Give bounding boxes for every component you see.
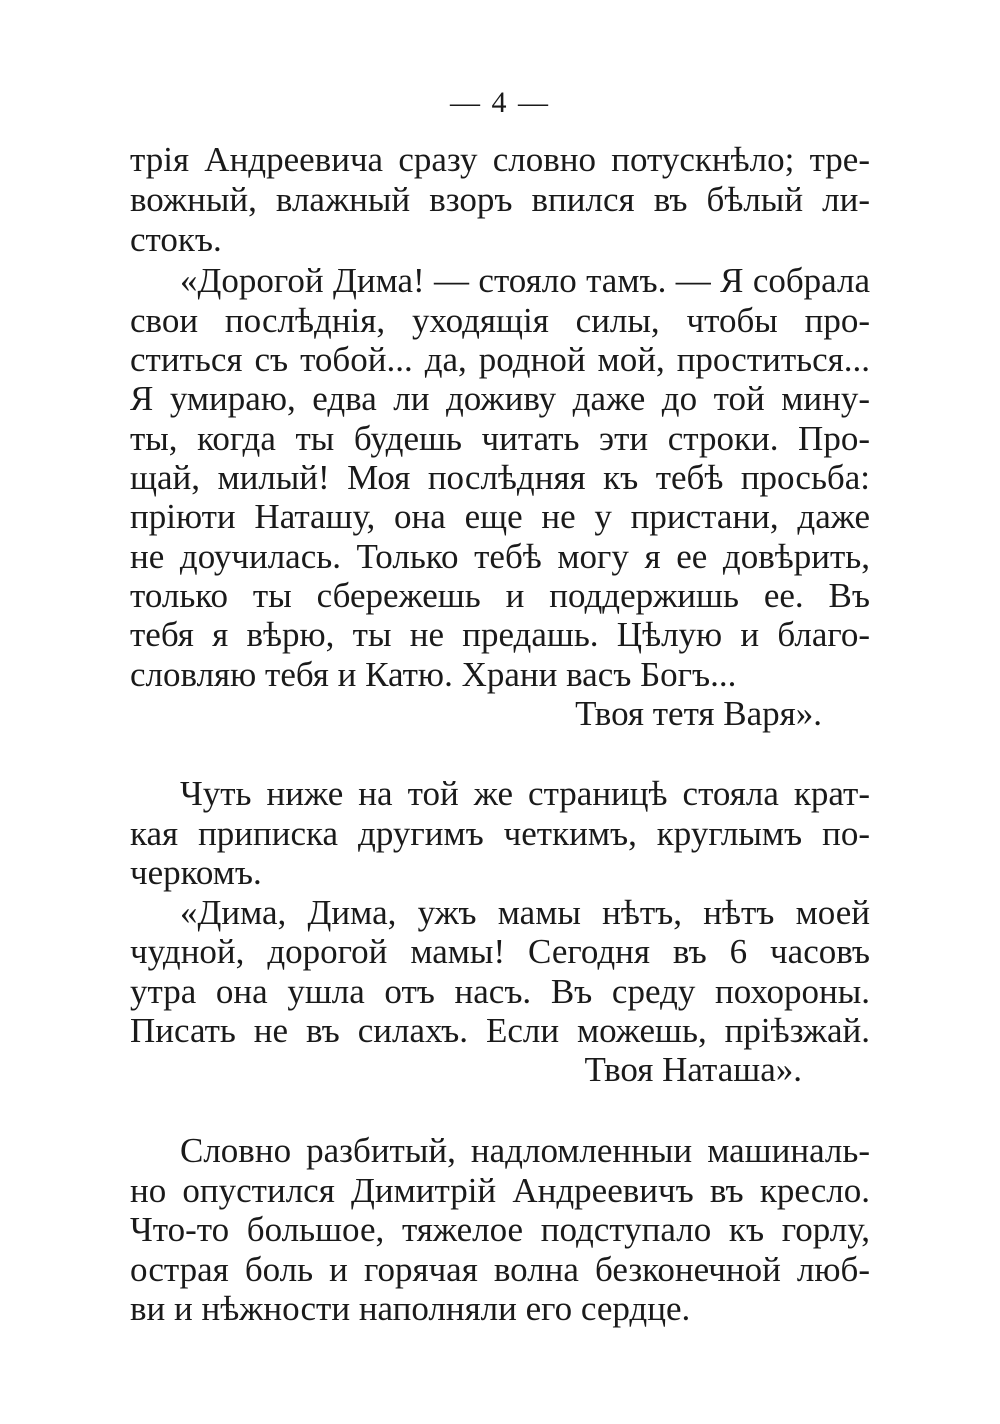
text-line: ститься съ тобой... да, родной мой, проститься... [130,340,870,379]
text-line: вожный, влажный взоръ впился въ бѣлый ли- [130,180,870,219]
text-line: «Дима, Дима, ужъ мамы нѣтъ, нѣтъ моей [180,893,870,932]
text-line: трія Андреевича сразу словно потускнѣло; тре- [130,140,870,179]
text-line: Я умираю, едва ли доживу даже до той мину- [130,379,870,418]
text-line: стокъ. [130,220,222,259]
text-line: черкомъ. [130,853,262,892]
text-line: тебя я вѣрю, ты не предашь. Цѣлую и благо- [130,615,870,654]
text-line: словляю тебя и Катю. Храни васъ Богъ... [130,655,737,694]
signature-varya: Твоя тетя Варя». [575,694,822,733]
text-line: щай, милый! Моя послѣдняя къ тебѣ просьба: [130,458,870,497]
signature-natasha: Твоя Наташа». [584,1050,802,1089]
text-line: Словно разбитый, надломленныи машиналь- [180,1131,870,1170]
text-line: Писать не въ силахъ. Если можешь, пріѣзжай. [130,1011,870,1050]
text-line: только ты сбережешь и поддержишь ее. Въ [130,576,870,615]
text-line: пріюти Наташу, она еще не у пристани, даже [130,497,870,536]
text-line: Чуть ниже на той же страницѣ стояла крат- [180,774,870,813]
page-number: — 4 — [450,86,550,119]
text-line: ви и нѣжности наполняли его сердце. [130,1289,691,1328]
text-line: чудной, дорогой мамы! Сегодня въ 6 часовъ [130,932,870,971]
text-line: кая приписка другимъ четкимъ, круглымъ по- [130,814,870,853]
text-line: ты, когда ты будешь читать эти строки. Про- [130,419,870,458]
text-line: утра она ушла отъ насъ. Въ среду похороны. [130,972,870,1011]
text-line: Что-то большое, тяжелое подступало къ горлу, [130,1210,870,1249]
text-line: «Дорогой Дима! — стояло тамъ. — Я собрала [180,261,870,300]
text-line: не доучилась. Только тебѣ могу я ее довѣрить, [130,537,870,576]
text-line: свои послѣднія, уходящія силы, чтобы про- [130,301,870,340]
text-line: острая боль и горячая волна безконечной люб- [130,1250,870,1289]
text-line: но опустился Димитрій Андреевичъ въ кресло. [130,1171,870,1210]
